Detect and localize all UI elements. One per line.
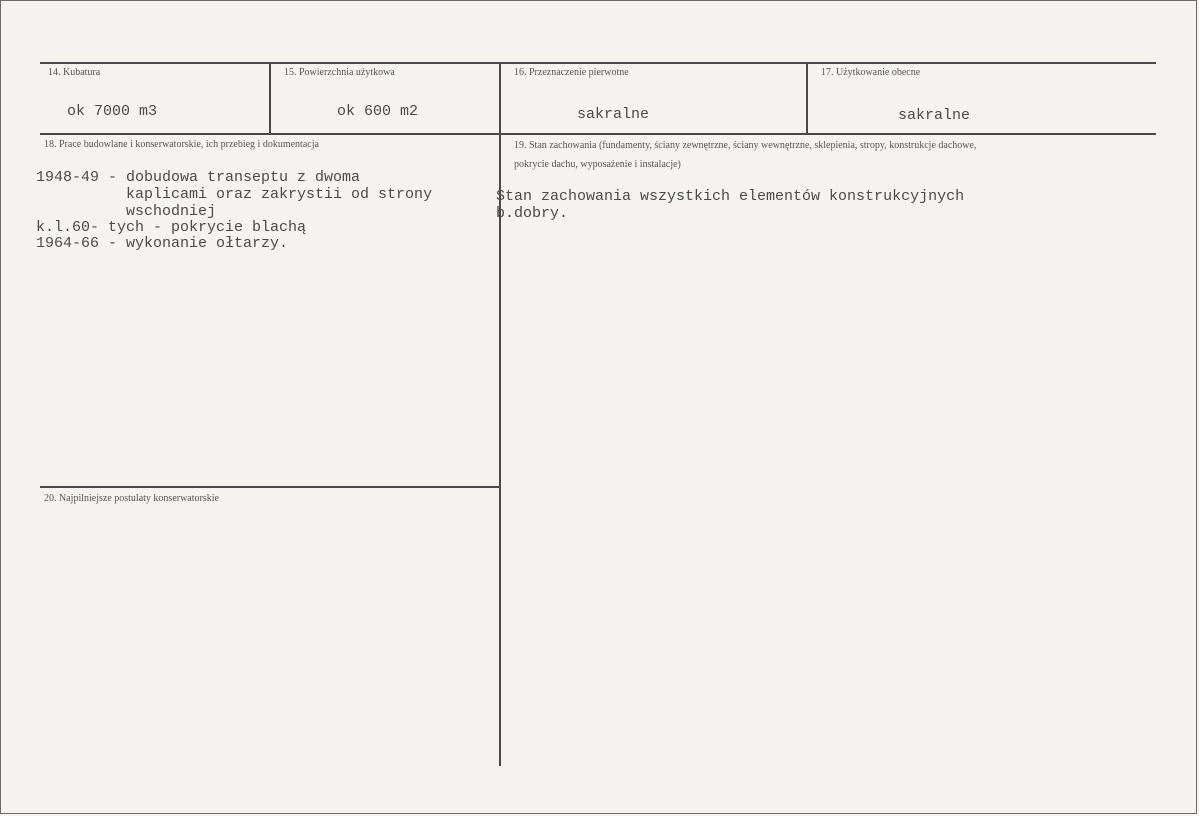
- field-18-entry: kaplicami oraz zakrystii od strony: [36, 186, 433, 203]
- divider-14-15: [269, 62, 271, 135]
- field-19-label: 19. Stan zachowania (fundamenty, ściany zewnętrzne, ściany wewnętrzne, sklepienia, stropy, konstrukcje dachowe, pokrycie dachu, wyposażenie i instalacje): [514, 140, 977, 170]
- field-16-value: sakralne: [577, 106, 650, 123]
- field-18-label: 18. Prace budowlane i konserwatorskie, ich przebieg i dokumentacja: [44, 139, 319, 150]
- field-14-label: 14. Kubatura: [48, 67, 101, 78]
- divider-16-17: [806, 62, 808, 135]
- field-15-label: 15. Powierzchnia użytkowa: [284, 67, 395, 78]
- field-20-label: 20. Najpilniejsze postulaty konserwatorskie: [44, 493, 219, 504]
- field-17-label: 17. Użytkowanie obecne: [821, 67, 921, 78]
- field-14-value: ok 7000 m3: [67, 103, 158, 120]
- field-18-entry: wschodniej: [36, 203, 217, 220]
- field-19-entry: Stan zachowania wszystkich elementów konstrukcyjnych: [496, 188, 965, 205]
- field-18-entry: 1948-49 - dobudowa transeptu z dwoma: [36, 169, 361, 186]
- top-rule: [40, 62, 1156, 64]
- main-divider: [499, 62, 501, 766]
- field-15-value: ok 600 m2: [337, 103, 419, 120]
- field-16-label: 16. Przeznaczenie pierwotne: [514, 67, 629, 78]
- mid-rule: [40, 133, 1156, 135]
- field-18-entry: k.l.60- tych - pokrycie blachą: [36, 219, 307, 236]
- field-18-entry: 1964-66 - wykonanie ołtarzy.: [36, 235, 289, 252]
- field-17-value: sakralne: [898, 107, 971, 124]
- field-19-entry: b.dobry.: [496, 205, 569, 222]
- section-20-rule: [40, 486, 499, 488]
